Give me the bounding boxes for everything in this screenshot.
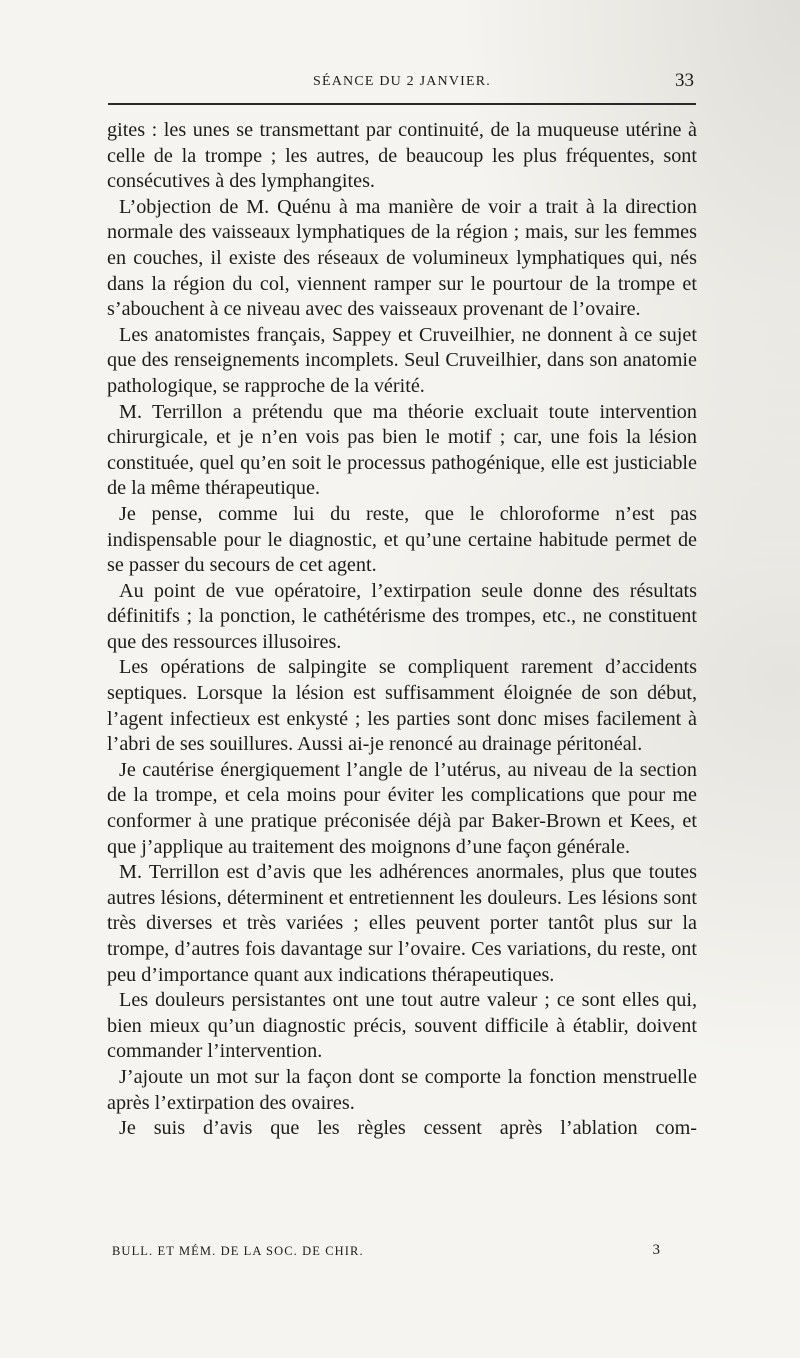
paragraph: L’objection de M. Quénu à ma manière de voir a trait à la direction normale des vaisseaux lymphatiques de la région ; mais, sur les femmes en couches, il existe des réseaux de volumineux lymphatiques qui, nés dans la région du col, viennent ramper sur le pourtour de la trompe et s’abouchent à ce niveau avec des vaisseaux provenant de l’ovaire.	[107, 195, 697, 321]
paragraph: Les opérations de salpingite se compliquent rarement d’accidents septiques. Lorsque la lésion est suffisamment éloignée de son début, l’agent infectieux est enkysté ; les parties sont donc mises facilement à l’abri de ses souillures. Aussi ai-je renoncé au drainage péritonéal.	[107, 656, 697, 756]
paragraph-continues: Je suis d’avis que les règles cessent après l’ablation com-	[119, 1117, 697, 1140]
paragraph: Les anatomistes français, Sappey et Cruveilhier, ne donnent à ce sujet que des renseignements incomplets. Seul Cruveilhier, dans son anatomie pathologique, se rapproche de la vérité.	[107, 323, 697, 397]
header-rule	[108, 103, 696, 105]
page-header	[108, 70, 696, 100]
paragraph: J’ajoute un mot sur la façon dont se comporte la fonction menstruelle après l’extirpation des ovaires.	[107, 1065, 697, 1114]
page-number: 33	[675, 70, 694, 91]
signature-number: 3	[652, 1242, 660, 1258]
paragraph: Au point de vue opératoire, l’extirpation seule donne des résultats définitifs ; la ponction, le cathétérisme des trompes, etc., ne constituent que des ressources illusoires.	[107, 579, 697, 653]
paragraph: M. Terrillon a prétendu que ma théorie excluait toute intervention chirurgicale, et je n’en vois pas bien le motif ; car, une fois la lésion constituée, quel qu’en soit le processus pathogénique, elle est justiciable de la même thérapeutique.	[107, 400, 697, 500]
paragraph: M. Terrillon est d’avis que les adhérences anormales, plus que toutes autres lésions, déterminent et entretiennent les douleurs. Les lésions sont très diverses et très variées ; elles peuvent porter tantôt plus sur la trompe, d’autres fois davantage sur l’ovaire. Ces variations, du reste, ont peu d’importance quant aux indications thérapeutiques.	[107, 861, 697, 986]
running-title: SÉANCE DU 2 JANVIER.	[313, 74, 491, 89]
paragraph: Je pense, comme lui du reste, que le chloroforme n’est pas indispensable pour le diagnostic, et qu’une certaine habitude permet de se passer du secours de cet agent.	[107, 502, 697, 577]
paragraph: Je cautérise énergiquement l’angle de l’utérus, au niveau de la section de la trompe, et cela moins pour éviter les complications que pour me conformer à une pratique préconisée déjà par Baker-Brown et Kees, et que j’applique au traitement des moignons d’une façon générale.	[107, 758, 697, 858]
signature-mark: BULL. ET MÉM. DE LA SOC. DE CHIR.	[112, 1244, 364, 1258]
paragraph: Les douleurs persistantes ont une tout autre valeur ; ce sont elles qui, bien mieux qu’un diagnostic précis, souvent difficile à établir, doivent commander l’intervention.	[107, 989, 697, 1063]
body-text	[107, 118, 697, 1142]
page-footer	[112, 1244, 660, 1264]
paragraph-continuation: gites : les unes se transmettant par continuité, de la muqueuse utérine à celle de la trompe ; les autres, de beaucoup les plus fréquentes, sont consécutives à des lymphangites.	[107, 119, 697, 193]
